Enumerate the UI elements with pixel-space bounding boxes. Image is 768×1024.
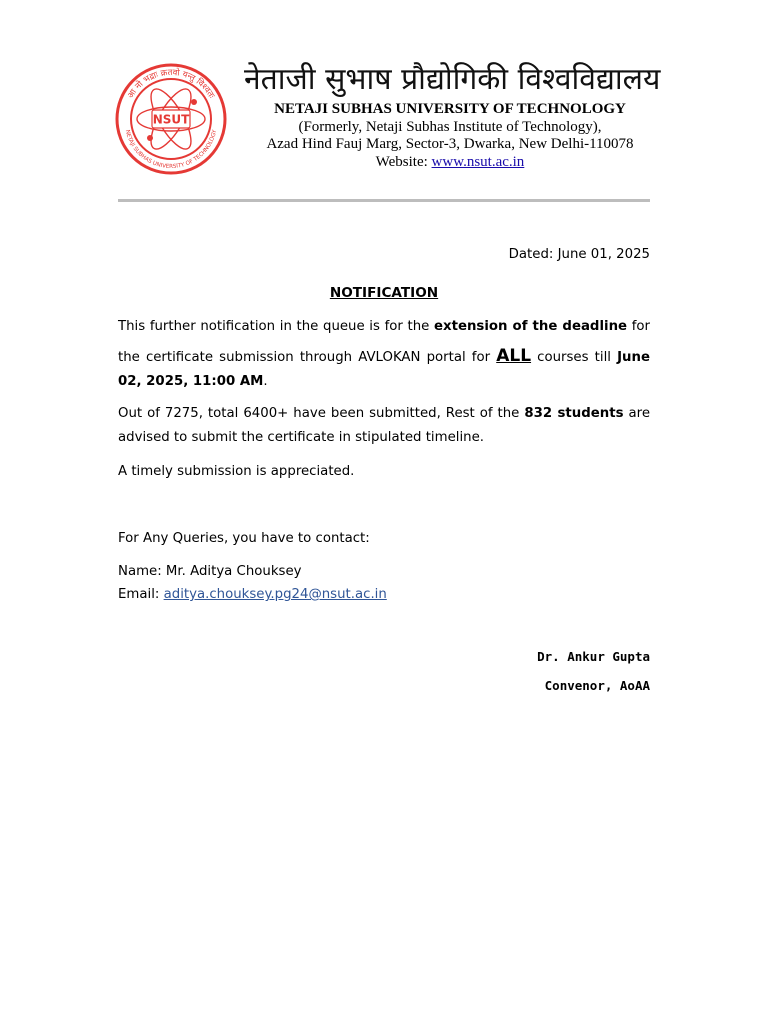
contact-name: Name: Mr. Aditya Chouksey bbox=[118, 564, 302, 579]
signature-designation-row bbox=[118, 672, 650, 701]
para1-text: the certificate submission through AVLOKAN portal for bbox=[118, 350, 497, 365]
logo-top-arc-text: आ नो भद्राः क्रतवो यन्तु विश्वतः bbox=[125, 67, 217, 101]
svg-text:NETAJI SUBHAS UNIVERSITY OF TE bbox=[124, 129, 219, 170]
deadline-extension-text: extension of the deadline bbox=[434, 319, 628, 334]
website-line bbox=[232, 154, 668, 172]
pending-students-count: 832 students bbox=[524, 406, 624, 421]
para2-text: Out of 7275, total 6400+ have been submitted, Rest of the bbox=[118, 406, 525, 421]
deadline-date-text: 02, 2025, 11:00 AM bbox=[118, 374, 264, 389]
para1-text: . bbox=[263, 374, 268, 389]
university-name-hindi: नेताजी सुभाष प्रौद्योगिकी विश्वविद्यालय bbox=[244, 62, 661, 97]
para1-line3 bbox=[118, 368, 650, 396]
contact-email-line bbox=[118, 581, 650, 609]
para2-line2: advised to submit the certificate in stipulated timeline. bbox=[118, 430, 484, 445]
dated-line: Dated: June 01, 2025 bbox=[508, 247, 650, 262]
logo-bottom-arc-text: NETAJI SUBHAS UNIVERSITY OF TECHNOLOGY bbox=[123, 129, 219, 171]
contact-email-link[interactable]: aditya.chouksey.pg24@nsut.ac.in bbox=[163, 587, 387, 602]
signatory-designation: Convenor, AoAA bbox=[544, 678, 650, 693]
para1-text: for bbox=[627, 319, 650, 334]
email-label: Email: bbox=[118, 587, 164, 602]
website-label: Website: bbox=[375, 153, 432, 170]
para1-line1 bbox=[118, 313, 650, 341]
signatory-name: Dr. Ankur Gupta bbox=[537, 649, 650, 664]
para2-text: are bbox=[623, 406, 651, 421]
para1-text: This further notification in the queue is for the bbox=[118, 319, 434, 334]
deadline-date-text: June bbox=[617, 350, 650, 365]
notification-title-row bbox=[118, 279, 650, 308]
header-divider bbox=[118, 199, 650, 202]
para1-text: courses till bbox=[531, 350, 618, 365]
nsut-logo bbox=[114, 62, 228, 176]
para3-line: A timely submission is appreciated. bbox=[118, 464, 355, 479]
logo-center-text: NSUT bbox=[152, 112, 190, 127]
address-line: Azad Hind Fauj Marg, Sector-3, Dwarka, New Delhi-110078 bbox=[266, 136, 634, 152]
notification-title: NOTIFICATION bbox=[329, 285, 439, 301]
all-courses-emphasis: ALL bbox=[496, 346, 532, 366]
signature-name-row bbox=[118, 643, 650, 672]
website-link[interactable]: www.nsut.ac.in bbox=[431, 153, 525, 170]
formerly-line: (Formerly, Netaji Subhas Institute of Technology), bbox=[298, 118, 602, 135]
letterhead-text bbox=[232, 101, 668, 171]
contact-intro: For Any Queries, you have to contact: bbox=[118, 531, 370, 546]
university-name: NETAJI SUBHAS UNIVERSITY OF TECHNOLOGY bbox=[274, 101, 626, 117]
